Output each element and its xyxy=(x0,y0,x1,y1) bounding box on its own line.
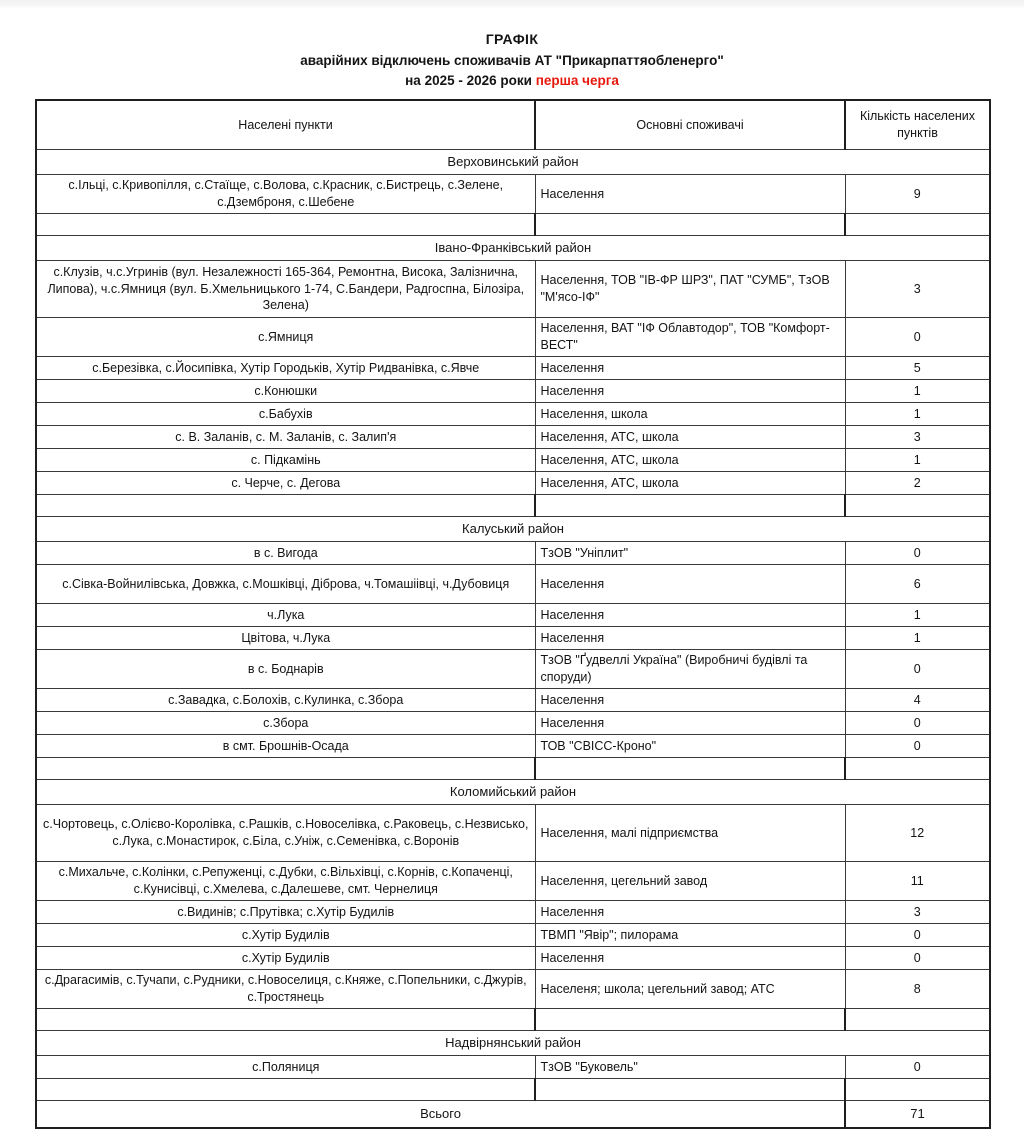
district-name: Надвірнянський район xyxy=(36,1030,990,1055)
cell-main-consumers: Населення xyxy=(535,603,845,626)
section-spacer-row xyxy=(36,1008,990,1030)
district-name: Коломийський район xyxy=(36,779,990,804)
cell-settlement-count: 12 xyxy=(845,804,990,861)
cell-settlements: с.Хутір Будилів xyxy=(36,946,535,969)
cell-settlements: с.Ямниця xyxy=(36,317,535,356)
spacer-cell-consumers xyxy=(535,1008,845,1030)
table-row xyxy=(36,379,990,402)
spacer-cell-consumers xyxy=(535,757,845,779)
cell-settlements: ч.Лука xyxy=(36,603,535,626)
cell-main-consumers: Населення xyxy=(535,174,845,213)
section-spacer-row xyxy=(36,213,990,235)
table-row xyxy=(36,541,990,564)
cell-main-consumers: Населення, АТС, школа xyxy=(535,471,845,494)
section-spacer-row xyxy=(36,757,990,779)
cell-settlements: в с. Вигода xyxy=(36,541,535,564)
table-row xyxy=(36,356,990,379)
cell-settlements: с.Конюшки xyxy=(36,379,535,402)
total-value: 71 xyxy=(845,1100,990,1128)
table-row xyxy=(36,804,990,861)
table-row xyxy=(36,603,990,626)
cell-settlement-count: 1 xyxy=(845,448,990,471)
cell-settlement-count: 3 xyxy=(845,425,990,448)
cell-settlement-count: 5 xyxy=(845,356,990,379)
page-top-edge xyxy=(0,0,1024,9)
table-row xyxy=(36,174,990,213)
cell-settlements: с.Драгасимів, с.Тучапи, с.Рудники, с.Новоселиця, с.Княже, с.Попельники, с.Джурів, с.Тростянець xyxy=(36,969,535,1008)
cell-main-consumers: ТВМП "Явір"; пилорама xyxy=(535,923,845,946)
cell-main-consumers: Населеня; школа; цегельний завод; АТС xyxy=(535,969,845,1008)
spacer-cell-places xyxy=(36,213,535,235)
district-header-row xyxy=(36,1030,990,1055)
cell-settlements: с.Бабухів xyxy=(36,402,535,425)
section-spacer-row xyxy=(36,494,990,516)
period-text: на 2025 - 2026 роки xyxy=(405,72,536,88)
spacer-cell-places xyxy=(36,757,535,779)
table-row xyxy=(36,564,990,603)
cell-settlement-count: 0 xyxy=(845,317,990,356)
schedule-table xyxy=(35,99,991,1129)
spacer-cell-places xyxy=(36,494,535,516)
cell-settlements: с.Сівка-Войнилівська, Довжка, с.Мошківці, Діброва, ч.Томашіівці, ч.Дубовиця xyxy=(36,564,535,603)
queue-label: перша черга xyxy=(535,72,619,88)
document-title: ГРАФІК xyxy=(485,31,539,47)
cell-settlement-count: 0 xyxy=(845,946,990,969)
cell-main-consumers: Населення xyxy=(535,900,845,923)
spacer-cell-count xyxy=(845,757,990,779)
cell-settlements: с.Поляниця xyxy=(36,1055,535,1078)
cell-settlement-count: 1 xyxy=(845,626,990,649)
document-subtitle: аварійних відключень споживачів АТ "Прикарпаттяобленерго" xyxy=(300,52,724,68)
cell-settlements: с.Березівка, с.Йосипівка, Хутір Городьків, Хутір Ридванівка, с.Явче xyxy=(36,356,535,379)
cell-settlements: в смт. Брошнів-Осада xyxy=(36,734,535,757)
header-cell-places: Населені пункти xyxy=(36,100,535,150)
cell-main-consumers: Населення xyxy=(535,626,845,649)
district-name: Івано-Франківський район xyxy=(36,235,990,260)
table-row xyxy=(36,923,990,946)
cell-settlements: с.Хутір Будилів xyxy=(36,923,535,946)
table-row xyxy=(36,448,990,471)
cell-settlement-count: 2 xyxy=(845,471,990,494)
cell-settlement-count: 1 xyxy=(845,379,990,402)
table-row xyxy=(36,734,990,757)
cell-settlements: с. Підкамінь xyxy=(36,448,535,471)
section-spacer-row xyxy=(36,1078,990,1100)
cell-main-consumers: ТзОВ "Буковель" xyxy=(535,1055,845,1078)
cell-settlement-count: 11 xyxy=(845,861,990,900)
table-row xyxy=(36,425,990,448)
cell-settlement-count: 6 xyxy=(845,564,990,603)
cell-settlements: с.Чортовець, с.Олієво-Королівка, с.Рашків, с.Новоселівка, с.Раковець, с.Незвисько, с.Лука, с.Монастирок, с.Біла, с.Уніж, с.Семенівка, с.Воронів xyxy=(36,804,535,861)
cell-main-consumers: ТОВ "СВІСС-Кроно" xyxy=(535,734,845,757)
spacer-cell-consumers xyxy=(535,1078,845,1100)
cell-main-consumers: Населення xyxy=(535,379,845,402)
table-row xyxy=(36,260,990,317)
schedule-table-container xyxy=(35,99,989,1129)
table-row xyxy=(36,317,990,356)
table-row xyxy=(36,861,990,900)
table-row xyxy=(36,900,990,923)
cell-main-consumers: ТзОВ "Ґудвеллі Україна" (Виробничі будівлі та споруди) xyxy=(535,649,845,688)
cell-settlement-count: 0 xyxy=(845,1055,990,1078)
table-row xyxy=(36,688,990,711)
district-name: Верховинський район xyxy=(36,149,990,174)
cell-settlements: в с. Боднарів xyxy=(36,649,535,688)
district-header-row xyxy=(36,516,990,541)
cell-main-consumers: Населення, школа xyxy=(535,402,845,425)
district-name: Калуський район xyxy=(36,516,990,541)
spacer-cell-consumers xyxy=(535,213,845,235)
spacer-cell-count xyxy=(845,1078,990,1100)
district-header-row xyxy=(36,149,990,174)
cell-settlement-count: 0 xyxy=(845,734,990,757)
cell-settlements: Цвітова, ч.Лука xyxy=(36,626,535,649)
cell-main-consumers: Населення xyxy=(535,356,845,379)
spacer-cell-count xyxy=(845,1008,990,1030)
cell-settlements: с.Збора xyxy=(36,711,535,734)
cell-settlement-count: 0 xyxy=(845,923,990,946)
cell-settlement-count: 1 xyxy=(845,603,990,626)
spacer-cell-consumers xyxy=(535,494,845,516)
cell-settlement-count: 0 xyxy=(845,541,990,564)
table-row xyxy=(36,1055,990,1078)
document-header xyxy=(0,0,1024,90)
cell-main-consumers: Населення, малі підприємства xyxy=(535,804,845,861)
cell-settlements: с.Завадка, с.Болохів, с.Кулинка, с.Збора xyxy=(36,688,535,711)
table-row xyxy=(36,969,990,1008)
table-row xyxy=(36,626,990,649)
cell-main-consumers: Населення xyxy=(535,564,845,603)
cell-main-consumers: ТзОВ "Уніплит" xyxy=(535,541,845,564)
cell-settlements: с.Видинів; с.Прутівка; с.Хутір Будилів xyxy=(36,900,535,923)
cell-settlements: с.Михальче, с.Колінки, с.Репуженці, с.Дубки, с.Вільхівці, с.Корнів, с.Копаченці, с.Кунисівці, с.Хмелева, с.Далешеве, смт. Чернелиця xyxy=(36,861,535,900)
cell-main-consumers: Населення xyxy=(535,946,845,969)
cell-main-consumers: Населення xyxy=(535,688,845,711)
table-row xyxy=(36,402,990,425)
district-header-row xyxy=(36,235,990,260)
document-period xyxy=(0,72,1024,90)
cell-settlement-count: 4 xyxy=(845,688,990,711)
cell-settlements: с. Черче, с. Дегова xyxy=(36,471,535,494)
spacer-cell-count xyxy=(845,494,990,516)
header-cell-consumers: Основні споживачі xyxy=(535,100,845,150)
cell-main-consumers: Населення, АТС, школа xyxy=(535,448,845,471)
schedule-table-body xyxy=(36,100,990,1128)
table-header-row xyxy=(36,100,990,150)
table-row xyxy=(36,711,990,734)
cell-settlement-count: 0 xyxy=(845,649,990,688)
cell-settlement-count: 0 xyxy=(845,711,990,734)
spacer-cell-places xyxy=(36,1008,535,1030)
header-cell-count: Кількість населених пунктів xyxy=(845,100,990,150)
cell-main-consumers: Населення, ВАТ "ІФ Облавтодор", ТОВ "Комфорт-ВЕСТ" xyxy=(535,317,845,356)
total-row xyxy=(36,1100,990,1128)
table-row xyxy=(36,946,990,969)
cell-settlement-count: 9 xyxy=(845,174,990,213)
cell-settlements: с. В. Заланів, с. М. Заланів, с. Залип'я xyxy=(36,425,535,448)
cell-settlements: с.Клузів, ч.с.Угринів (вул. Незалежності 165-364, Ремонтна, Висока, Залізнична, Липова), ч.с.Ямниця (вул. Б.Хмельницького 1-74, С.Бандери, Радгоспна, Білозіра, Зелена) xyxy=(36,260,535,317)
total-label: Всього xyxy=(36,1100,845,1128)
district-header-row xyxy=(36,779,990,804)
cell-main-consumers: Населення xyxy=(535,711,845,734)
spacer-cell-places xyxy=(36,1078,535,1100)
spacer-cell-count xyxy=(845,213,990,235)
cell-settlement-count: 3 xyxy=(845,260,990,317)
cell-settlements: с.Ільці, с.Кривопілля, с.Стаїще, с.Волова, с.Красник, с.Бистрець, с.Зелене, с.Дземброня, с.Шебене xyxy=(36,174,535,213)
cell-main-consumers: Населення, цегельний завод xyxy=(535,861,845,900)
table-row xyxy=(36,649,990,688)
cell-settlement-count: 3 xyxy=(845,900,990,923)
table-row xyxy=(36,471,990,494)
cell-main-consumers: Населення, АТС, школа xyxy=(535,425,845,448)
cell-settlement-count: 1 xyxy=(845,402,990,425)
cell-settlement-count: 8 xyxy=(845,969,990,1008)
cell-main-consumers: Населення, ТОВ "ІВ-ФР ШРЗ", ПАТ "СУМБ", ТзОВ "М'ясо-ІФ" xyxy=(535,260,845,317)
